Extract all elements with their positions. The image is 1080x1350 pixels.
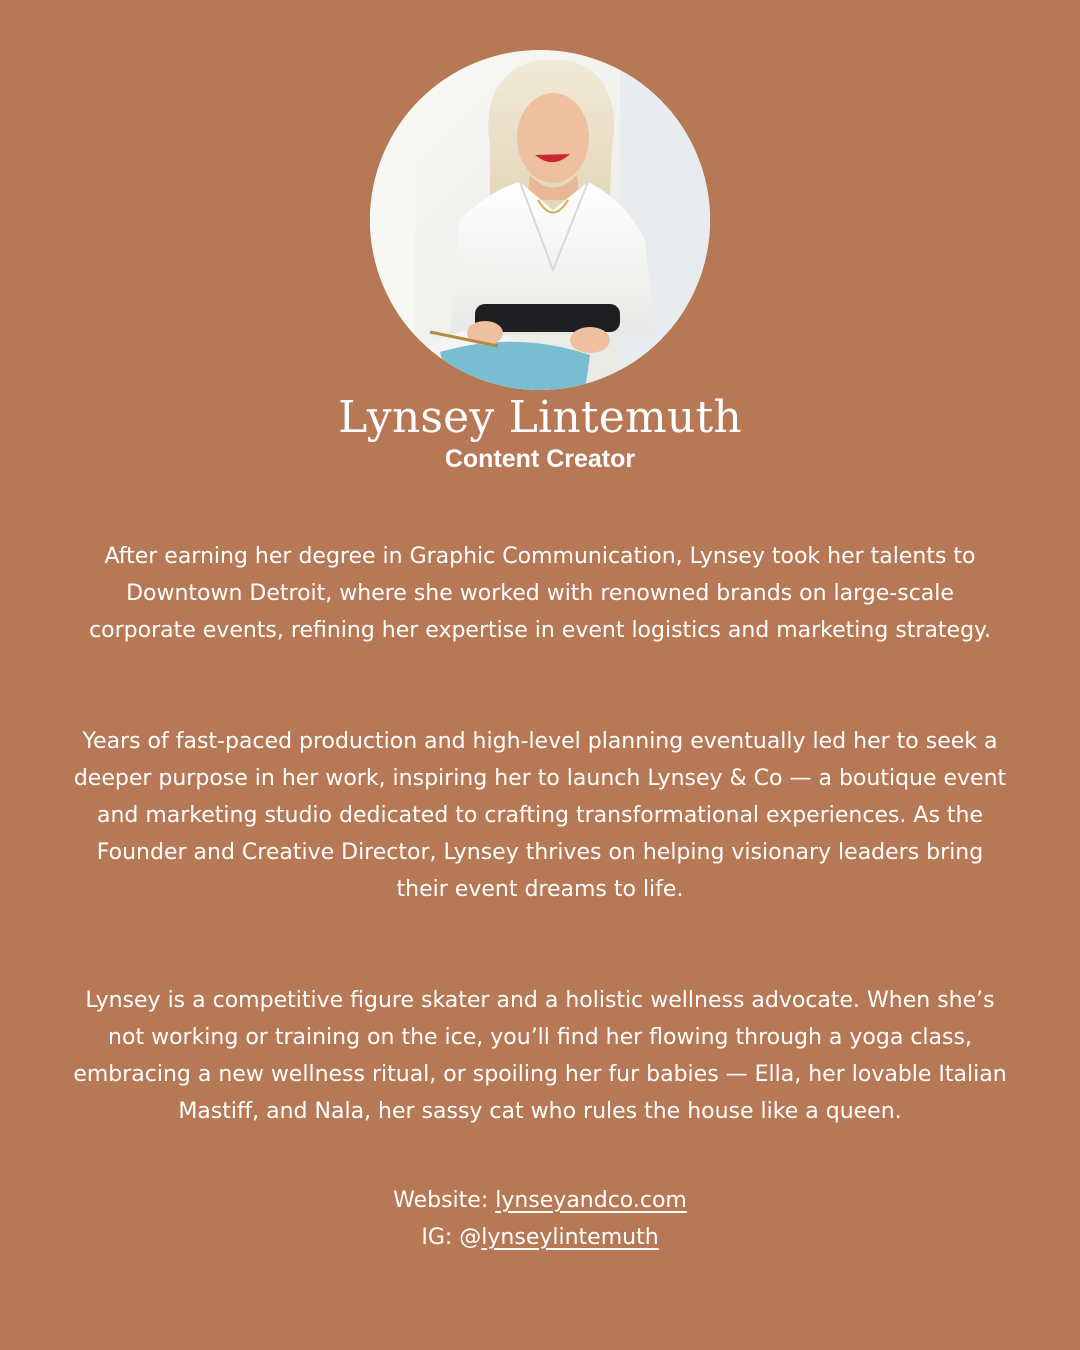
contact-links (0, 1182, 1080, 1256)
profile-role: Content Creator (444, 445, 636, 473)
profile-name: Lynsey Lintemuth (338, 392, 742, 443)
instagram-link[interactable]: lynseylintemuth (481, 1225, 659, 1250)
profile-photo (370, 50, 710, 390)
website-label: Website: (393, 1188, 496, 1213)
instagram-line (0, 1219, 1080, 1256)
instagram-label: IG: @ (421, 1225, 482, 1250)
website-link[interactable]: lynseyandco.com (495, 1188, 687, 1213)
bio-paragraph-3: Lynsey is a competitive figure skater and a holistic wellness advocate. When she’s not working or training on the ice, you’ll find her flowing through a yoga class, embracing a new wellness ritual, or spoiling her fur babies — Ella, her lovable Italian Mastiff, and Nala, her sassy cat who rules the house like a queen. (73, 988, 1007, 1124)
bio-paragraph-2: Years of fast-paced production and high-level planning eventually led her to seek a deeper purpose in her work, inspiring her to launch Lynsey & Co — a boutique event and marketing studio dedicated to crafting transformational experiences. As the Founder and Creative Director, Lynsey thrives on helping visionary leaders bring their event dreams to life. (73, 729, 1007, 902)
bio-paragraph-1: After earning her degree in Graphic Communication, Lynsey took her talents to Downtown Detroit, where she worked with renowned brands on large-scale corporate events, refining her expertise in event logistics and marketing strategy. (89, 544, 991, 643)
website-line (0, 1182, 1080, 1219)
